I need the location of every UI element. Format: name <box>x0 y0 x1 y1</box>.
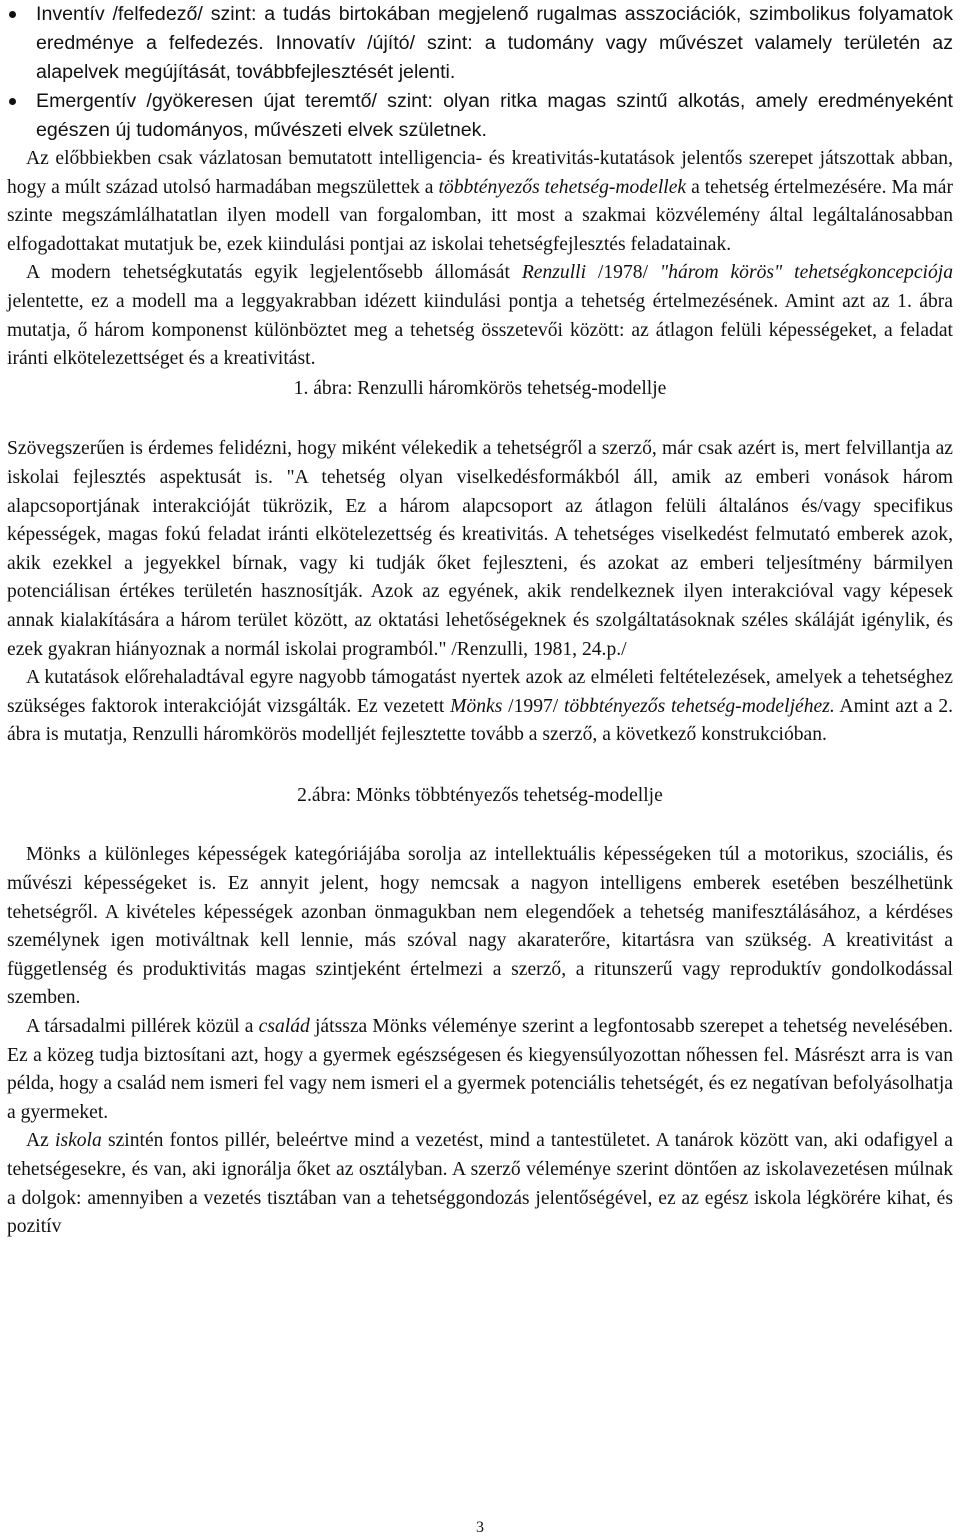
bullet-item-inventiv <box>7 0 953 87</box>
paragraph-renzulli: A modern tehetségkutatás egyik legjelentősebb állomását Renzulli /1978/ "három körös" tehetségkoncepciója jelentette, ez a modell ma a leggyakrabban idézett kiindulási pontja a tehetség értelmezésének. Amint azt az 1. ábra mutatja, ő három komponenst különböztet meg a tehetség összetevői között: az átlagon felüli képességeket, a feladat iránti elkötelezettséget és a kreativitást. <box>7 262 954 370</box>
document-page <box>7 0 953 1242</box>
figure-caption-1: 1. ábra: Renzulli háromkörös tehetség-modellje <box>293 377 667 399</box>
paragraph-monks-intro: A kutatások előrehaladtával egyre nagyobb támogatást nyertek azok az elméleti feltételezések, amelyek a tehetséghez szükséges faktorok interakcióját vizsgálták. Ez vezetett Mönks /1997/ többtényezős tehetség-modeljéhez. Amint azt a 2. ábra is mutatja, Renzulli háromkörös modelljét fejlesztette tovább a szerző, a következő konstrukcióban. <box>7 667 954 746</box>
page-number: 3 <box>476 1519 484 1536</box>
paragraph-school: Az iskola szintén fontos pillér, beleértve mind a vezetést, mind a tantestületet. A tanárok között van, aki odafigyel a tehetségesekre, és van, aki ignorálja őket az osztályban. A szerző véleménye szerint döntően az iskolavezetésen múlnak a dolgok: amennyiben a vezetés tisztában van a tehetséggondozás jelentőségével, ez az egész iskola légkörére kihat, és pozitív <box>7 1130 953 1238</box>
paragraph-intelligence-research: Az előbbiekben csak vázlatosan bemutatott intelligencia- és kreativitás-kutatások jelentős szerepet játszottak abban, hogy a múlt század utolsó harmadában megszülettek a többtényezős tehetség-modellek a tehetség értelmezésére. Ma már szinte megszámlálhatatlan ilyen modell van forgalomban, itt most a szakmai közvélemény által legáltalánosabban elfogadottakat mutatjuk be, ezek kiindulási pontjai az iskolai tehetségfejlesztés feladatainak. <box>7 148 953 255</box>
bullet-list <box>7 0 953 145</box>
bullet-item-emergentiv <box>7 87 953 145</box>
bullet-text: Inventív /felfedező/ szint: a tudás birtokában megjelenő rugalmas asszociációk, szimbolikus folyamatok eredménye a felfedezés. Innovatív /újító/ szint: a tudomány vagy művészet valamely területén az alapelvek megújítását, továbbfejlesztését jelenti. <box>36 3 953 83</box>
bullet-dot-icon <box>9 11 16 18</box>
bullet-text: Emergentív /gyökeresen újat teremtő/ szint: olyan ritka magas szintű alkotás, amely eredményeként egészen új tudományos, művészeti elvek születnek. <box>36 90 953 141</box>
figure-caption-2: 2.ábra: Mönks többtényezős tehetség-modellje <box>297 784 663 806</box>
paragraph-family: A társadalmi pillérek közül a család játssza Mönks véleménye szerint a legfontosabb szerepet a tehetség nevelésében. Ez a közeg tudja biztosítani azt, hogy a gyermek egészségesen és kiegyensúlyozottan nőhessen fel. Másrészt arra is van példa, hogy a család nem ismeri fel vagy nem ismeri el a gyermek potenciális tehetségét, és ez negatívan befolyásolhatja a gyermeket. <box>7 1016 953 1123</box>
paragraph-monks-abilities: Mönks a különleges képességek kategóriájába sorolja az intellektuális képességeken túl a motorikus, szociális, és művészi képességeket is. Ez annyit jelent, hogy nemcsak a nagyon intelligens emberek esetében beszélhetünk tehetségről. A kivételes képességek azonban önmagukban nem elegendőek a tehetség manifesztálásához, a kérdéses személynek igen motiváltnak kell lennie, más szóval nagy akaraterőre, kitartásra van szükség. A kreativitást a függetlenség és produktivitás magas szintjeként értelmezi a szerző, a ritunszerű vagy reproduktív gondolkodással szemben. <box>7 844 953 1009</box>
bullet-dot-icon <box>9 98 16 105</box>
paragraph-renzulli-quote: Szövegszerűen is érdemes felidézni, hogy miként vélekedik a tehetségről a szerző, már csak azért is, mert felvillantja az iskolai fejlesztés aspektusát is. "A tehetség olyan viselkedésformákból áll, amik az emberi vonások három alapcsoportjának interakcióját tükrözik, Ez a három alapcsoport az átlagon felüli általános és/vagy specifikus képességek, magas fokú feladat iránti elkötelezettség és kreativitás. A tehetséges viselkedést felmutató emberek azok, akik ezekkel a jegyekkel bírnak, vagy ki tudják őket fejleszteni, és azokat az emberi teljesítmény bármilyen potenciálisan értékes területén hasznosítják. Azok az egyének, akik rendelkeznek ilyen interakcióval vagy képesek annak kialakítására a három terület között, az oktatási lehetőségeknek és szolgáltatásoknak széles skáláját igénylik, és ezek gyakran hiányoznak a normál iskolai programból." /Renzulli, 1981, 24.p./ <box>7 438 953 660</box>
